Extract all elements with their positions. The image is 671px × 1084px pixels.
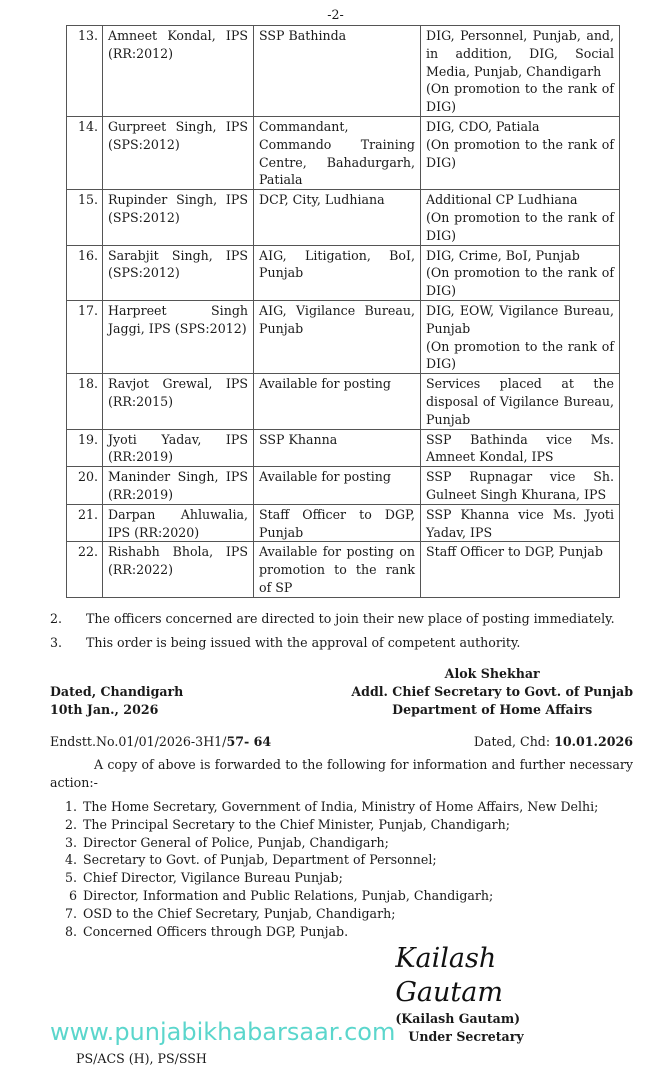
serial-number: 22. bbox=[67, 542, 103, 597]
promotion-note: (On promotion to the rank of DIG) bbox=[426, 265, 614, 299]
recipient-text: Director General of Police, Punjab, Chandigarh; bbox=[83, 834, 389, 850]
recipient-item bbox=[50, 798, 633, 816]
new-posting bbox=[421, 300, 620, 373]
new-posting-text: DIG, Crime, BoI, Punjab bbox=[426, 247, 580, 263]
recipient-number: 3. bbox=[64, 834, 77, 850]
promotion-note: (On promotion to the rank of DIG) bbox=[426, 81, 614, 115]
recipient-text: Secretary to Govt. of Punjab, Department of Personnel; bbox=[83, 852, 437, 868]
serial-number: 17. bbox=[67, 300, 103, 373]
table-row bbox=[67, 300, 620, 373]
serial-number: 19. bbox=[67, 429, 103, 467]
table-row bbox=[67, 26, 620, 117]
officer-name: Rupinder Singh, IPS (SPS:2012) bbox=[103, 190, 254, 245]
signatory-dept: Department of Home Affairs bbox=[392, 701, 593, 717]
present-posting: SSP Bathinda bbox=[254, 26, 421, 117]
present-posting: Available for posting on promotion to the rank of SP bbox=[254, 542, 421, 597]
new-posting bbox=[421, 190, 620, 245]
forward-text: A copy of above is forwarded to the following for information and further necessary action:- bbox=[50, 757, 633, 791]
officer-name: Ravjot Grewal, IPS (RR:2015) bbox=[103, 374, 254, 429]
present-posting: AIG, Vigilance Bureau, Punjab bbox=[254, 300, 421, 373]
serial-number: 14. bbox=[67, 116, 103, 189]
postings-table bbox=[66, 25, 620, 598]
serial-number: 15. bbox=[67, 190, 103, 245]
dated-signatory-row bbox=[50, 665, 633, 718]
table-row bbox=[67, 542, 620, 597]
dated-place: Dated, Chandigarh bbox=[50, 684, 184, 700]
paragraph-2: 2. The officers concerned are directed to join their new place of posting immediately. bbox=[50, 610, 615, 626]
endst-date: 10.01.2026 bbox=[554, 733, 633, 749]
recipient-text: Chief Director, Vigilance Bureau Punjab; bbox=[83, 870, 343, 886]
dated-date: 10th Jan., 2026 bbox=[50, 701, 159, 717]
recipient-number: 8. bbox=[64, 923, 77, 939]
new-posting-text: Staff Officer to DGP, Punjab bbox=[426, 544, 603, 560]
signature-row bbox=[50, 942, 633, 1046]
recipient-number: 6 bbox=[68, 888, 77, 904]
signatory-name: Alok Shekhar bbox=[444, 666, 540, 682]
serial-number: 21. bbox=[67, 504, 103, 542]
new-posting-text: DIG, CDO, Patiala bbox=[426, 118, 540, 134]
recipient-number: 1. bbox=[64, 799, 77, 815]
under-secretary-block bbox=[395, 942, 603, 1046]
new-posting-text: SSP Bathinda vice Ms. Amneet Kondal, IPS bbox=[426, 431, 614, 465]
recipient-item bbox=[50, 869, 633, 887]
recipient-text: Director, Information and Public Relations, Punjab, Chandigarh; bbox=[83, 888, 494, 904]
recipient-item bbox=[50, 851, 633, 869]
under-secretary-name: (Kailash Gautam) bbox=[395, 1011, 521, 1027]
recipient-number: 4. bbox=[64, 852, 77, 868]
new-posting-text: DIG, EOW, Vigilance Bureau, Punjab bbox=[426, 302, 614, 336]
new-posting bbox=[421, 542, 620, 597]
recipient-text: OSD to the Chief Secretary, Punjab, Chandigarh; bbox=[83, 905, 396, 921]
watermark: www.punjabikhabarsaar.com bbox=[50, 1018, 396, 1047]
endorsement-date bbox=[474, 733, 633, 751]
cc-line: PS/ACS (H), PS/SSH bbox=[76, 1051, 207, 1067]
table-row bbox=[67, 116, 620, 189]
table-row bbox=[67, 467, 620, 505]
new-posting bbox=[421, 504, 620, 542]
new-posting bbox=[421, 429, 620, 467]
new-posting-text: Services placed at the disposal of Vigilance Bureau, Punjab bbox=[426, 376, 614, 427]
table-row bbox=[67, 374, 620, 429]
present-posting: Staff Officer to DGP, Punjab bbox=[254, 504, 421, 542]
promotion-note: (On promotion to the rank of DIG) bbox=[426, 338, 614, 372]
serial-number: 20. bbox=[67, 467, 103, 505]
new-posting-text: DIG, Personnel, Punjab, and, in addition, DIG, Social Media, Punjab, Chandigarh bbox=[426, 28, 614, 79]
new-posting bbox=[421, 467, 620, 505]
signatory-block bbox=[351, 665, 633, 718]
officer-name: Jyoti Yadav, IPS (RR:2019) bbox=[103, 429, 254, 467]
recipient-item bbox=[50, 923, 633, 941]
present-posting: SSP Khanna bbox=[254, 429, 421, 467]
endst-date-label: Dated, Chd: bbox=[473, 733, 555, 749]
present-posting: DCP, City, Ludhiana bbox=[254, 190, 421, 245]
new-posting bbox=[421, 26, 620, 117]
new-posting bbox=[421, 245, 620, 300]
recipient-item bbox=[50, 816, 633, 834]
recipient-text: The Principal Secretary to the Chief Minister, Punjab, Chandigarh; bbox=[83, 816, 511, 832]
new-posting bbox=[421, 116, 620, 189]
new-posting-text: SSP Rupnagar vice Sh. Gulneet Singh Khurana, IPS bbox=[426, 469, 614, 502]
recipient-number: 5. bbox=[64, 870, 77, 886]
recipient-number: 2. bbox=[64, 816, 77, 832]
table-row bbox=[67, 245, 620, 300]
recipient-list bbox=[50, 798, 633, 940]
present-posting: Available for posting bbox=[254, 467, 421, 505]
signature: Kailash Gautam bbox=[395, 943, 503, 1009]
present-posting: Commandant, Commando Training Centre, Bahadurgarh, Patiala bbox=[254, 116, 421, 189]
endst-label: Endstt.No.01/01/2026-3H1/ bbox=[50, 733, 227, 749]
paragraph-3: 3. This order is being issued with the approval of competent authority. bbox=[50, 634, 521, 650]
recipient-item bbox=[50, 905, 633, 923]
signatory-title: Addl. Chief Secretary to Govt. of Punjab bbox=[351, 684, 633, 700]
serial-number: 18. bbox=[67, 374, 103, 429]
new-posting bbox=[421, 374, 620, 429]
serial-number: 16. bbox=[67, 245, 103, 300]
officer-name: Harpreet Singh Jaggi, IPS (SPS:2012) bbox=[103, 300, 254, 373]
endst-num: 57- 64 bbox=[226, 733, 272, 749]
recipient-text: The Home Secretary, Government of India, Ministry of Home Affairs, New Delhi; bbox=[83, 799, 599, 815]
new-posting-text: Additional CP Ludhiana bbox=[426, 192, 578, 208]
officer-name: Gurpreet Singh, IPS (SPS:2012) bbox=[103, 116, 254, 189]
recipient-number: 7. bbox=[64, 905, 77, 921]
new-posting-text: SSP Khanna vice Ms. Jyoti Yadav, IPS bbox=[426, 506, 614, 540]
officer-name: Sarabjit Singh, IPS (SPS:2012) bbox=[103, 245, 254, 300]
promotion-note: (On promotion to the rank of DIG) bbox=[426, 209, 614, 243]
serial-number: 13. bbox=[67, 26, 103, 117]
officer-name: Rishabh Bhola, IPS (RR:2022) bbox=[103, 542, 254, 597]
endorsement-number bbox=[50, 733, 271, 751]
promotion-note: (On promotion to the rank of DIG) bbox=[426, 136, 614, 170]
under-secretary-title: Under Secretary bbox=[408, 1029, 524, 1045]
officer-name: Amneet Kondal, IPS (RR:2012) bbox=[103, 26, 254, 117]
officer-name: Darpan Ahluwalia, IPS (RR:2020) bbox=[103, 504, 254, 542]
present-posting: Available for posting bbox=[254, 374, 421, 429]
table-row bbox=[67, 429, 620, 467]
table-row bbox=[67, 190, 620, 245]
table-row bbox=[67, 504, 620, 542]
present-posting: AIG, Litigation, BoI, Punjab bbox=[254, 245, 421, 300]
page-number: -2- bbox=[327, 7, 344, 22]
officer-name: Maninder Singh, IPS (RR:2019) bbox=[103, 467, 254, 505]
recipient-item bbox=[50, 834, 633, 852]
endorsement-row bbox=[50, 733, 633, 751]
recipient-item bbox=[50, 887, 633, 905]
dated-block bbox=[50, 683, 183, 719]
recipient-text: Concerned Officers through DGP, Punjab. bbox=[83, 923, 349, 939]
